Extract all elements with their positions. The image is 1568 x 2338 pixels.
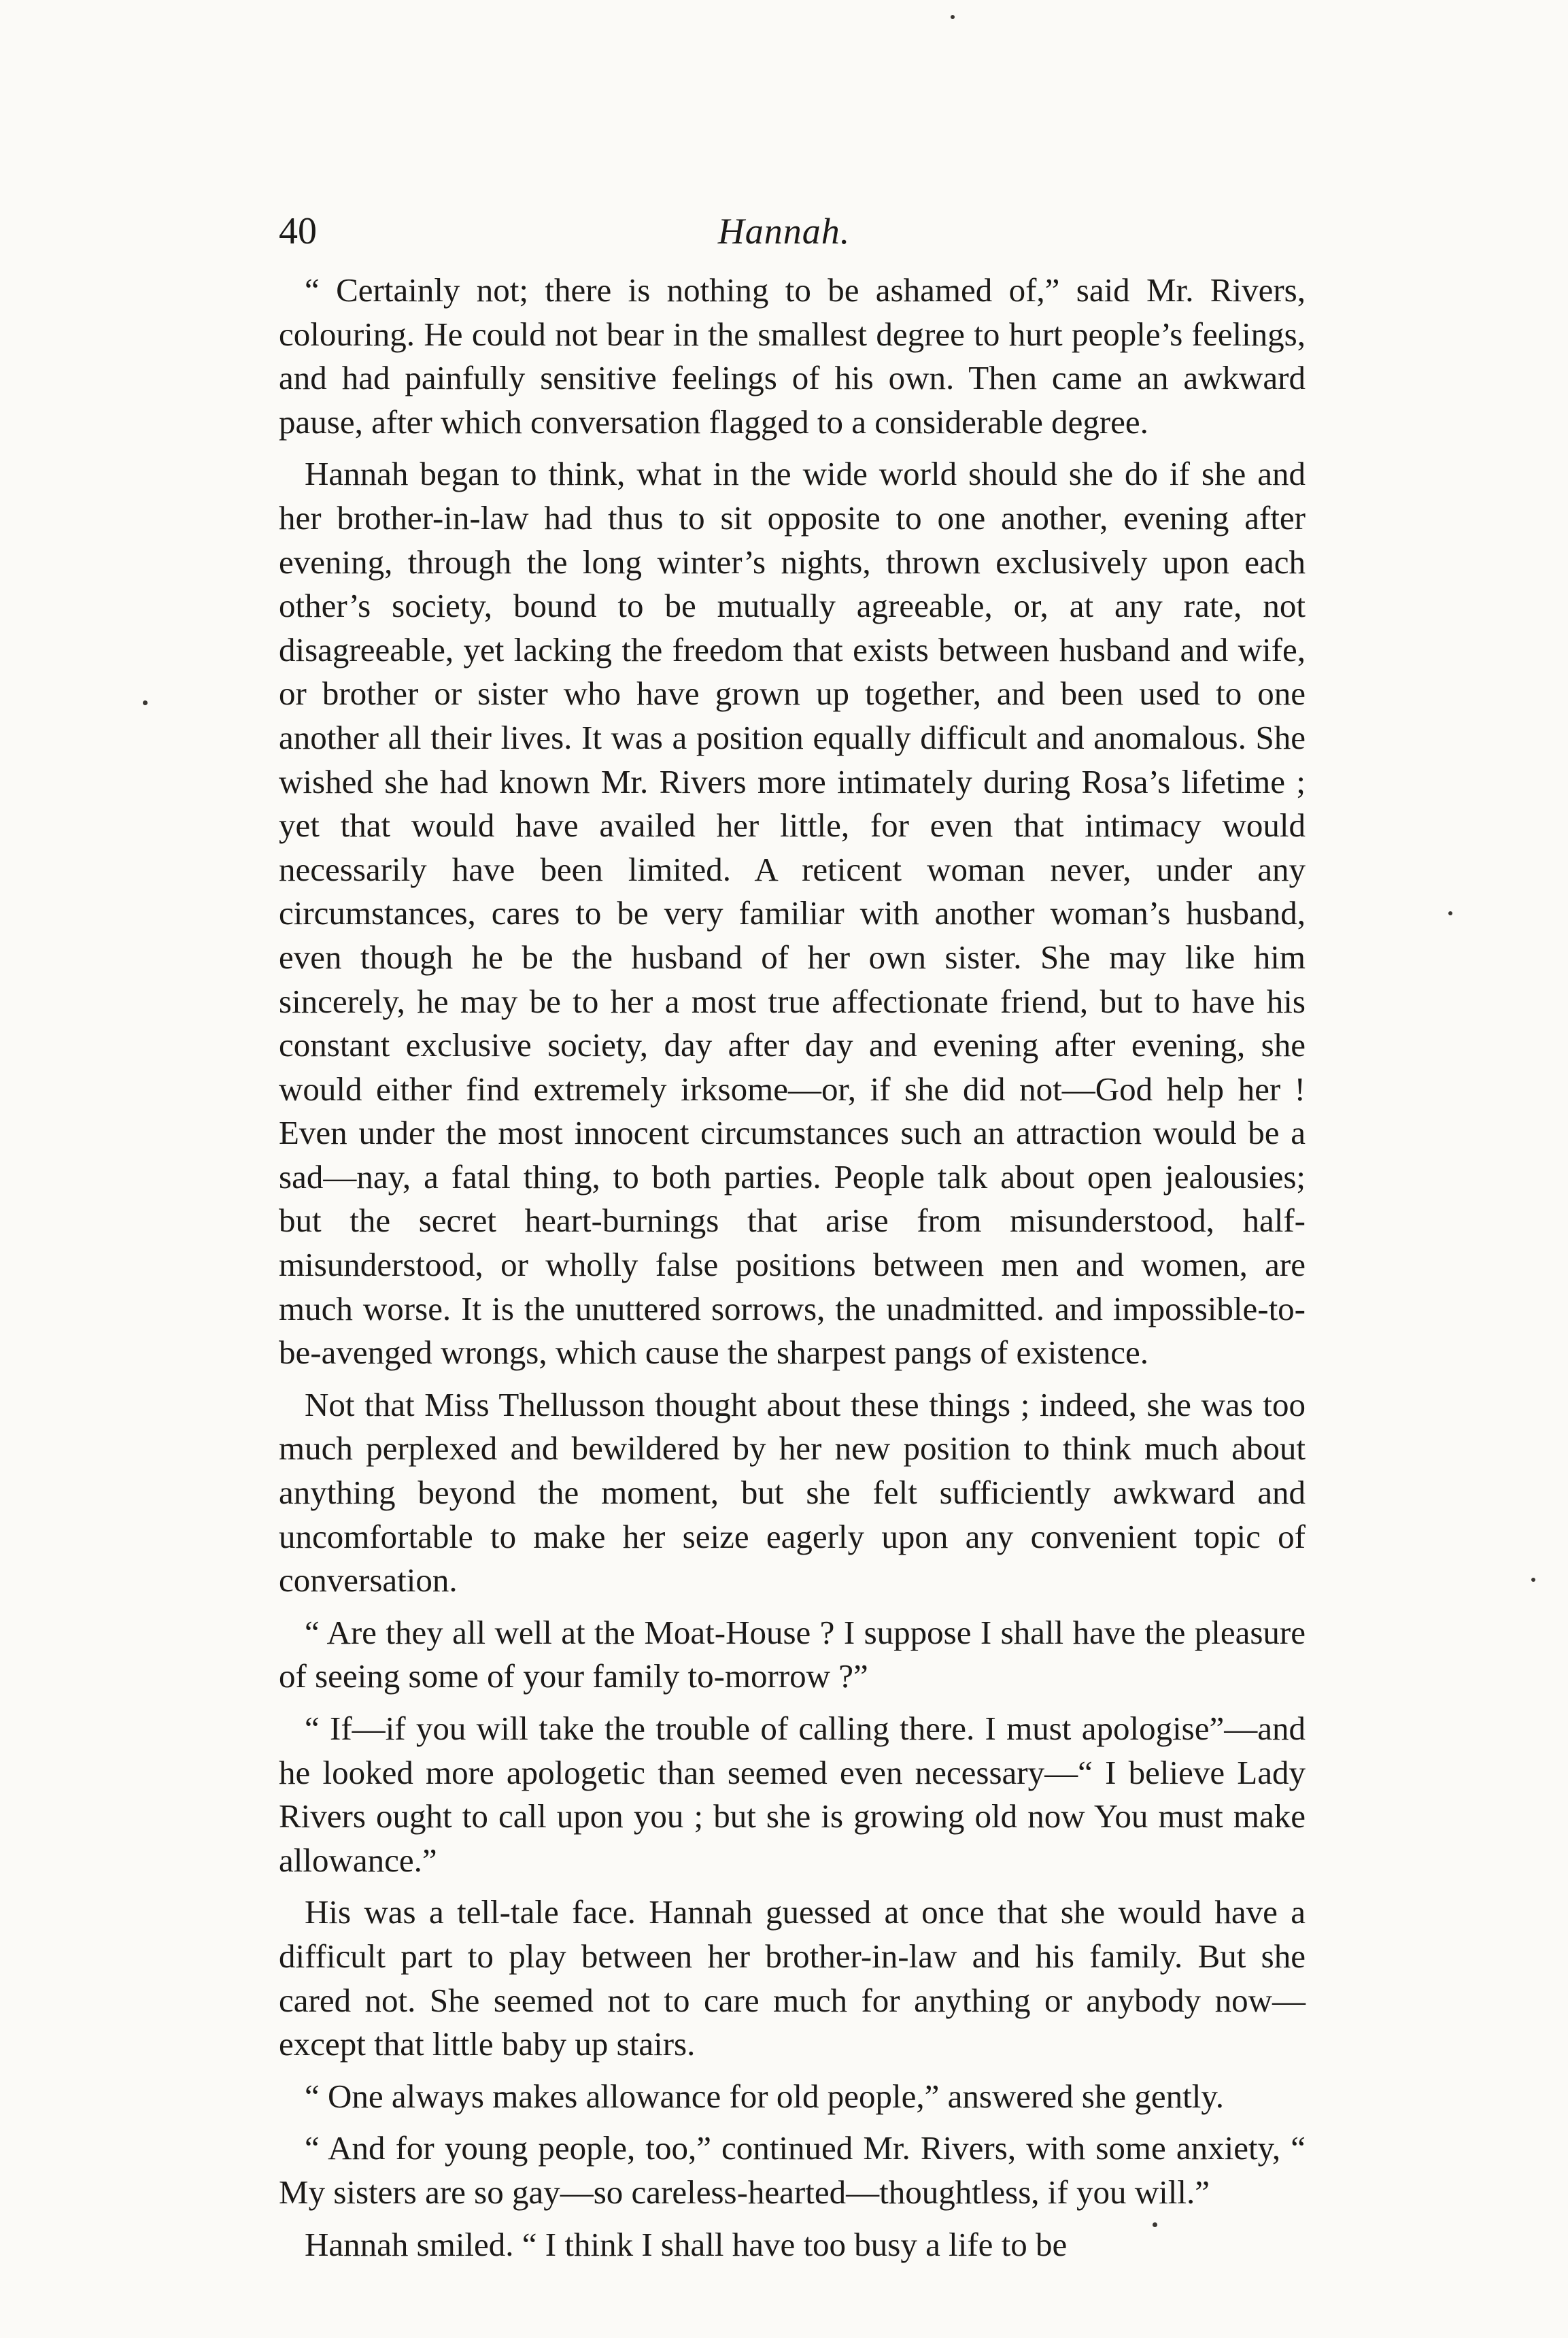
running-title: Hannah.: [717, 211, 851, 252]
paragraph: Hannah smiled. “ I think I shall have too busy a life to be: [305, 2225, 1068, 2263]
scan-speck: [1531, 1578, 1535, 1582]
paragraph: Hannah began to think, what in the wide world should she do if she and her brother-in-law had thus to sit opposite to one another, evening after evening, through the long winter’s nights, thrown exclusively upon each other’s society, bound to be mutually agreeable, or, at any rate, not disagreeable, yet lacking the freedom that exists between husband and wife, or brother or sister who have grown up together, and been used to one another all their lives. It was a position equally difficult and anomalous. She wished she had known Mr. Rivers more intimately during Rosa’s lifetime ; yet that would have availed her little, for even that intimacy would necessarily have been limited. A reticent woman never, under any circumstances, cares to be very familiar with another woman’s husband, even though he be the husband of her own sister. She may like him sincerely, he may be to her a most true affectionate friend, but to have his constant exclusive society, day after day and evening after evening, she would either find extremely irksome—or, if she did not—God help her ! Even under the most innocent circumstances such an attraction would be a sad—nay, a fatal thing, to both parties. People talk about open jealousies; but the secret heart-burnings that arise from misunderstood, half-misunderstood, or wholly false positions between men and women, are much worse. It is the unuttered sorrows, the unadmitted. and impossible-to-be-avenged wrongs, which cause the sharpest pangs of existence.: [279, 455, 1306, 1372]
scan-speck: [143, 700, 148, 705]
page-number: 40: [279, 210, 317, 252]
paragraph: “ Are they all well at the Moat-House ? I suppose I shall have the pleasure of seeing some of your family to-morrow ?”: [279, 1613, 1306, 1695]
scan-speck: [1448, 911, 1452, 915]
body-text: [279, 269, 1306, 2275]
scan-speck: [951, 15, 955, 19]
paragraph: His was a tell-tale face. Hannah guessed at once that she would have a difficult part to play between her brother-in-law and his family. But she cared not. She seemed not to care much for anything or anybody now—except that little baby up stairs.: [279, 1893, 1306, 2063]
paragraph: “ If—if you will take the trouble of calling there. I must apologise”—and he looked more apologetic than seemed even necessary—“ I believe Lady Rivers ought to call upon you ; but she is growing old now You must make allowance.”: [279, 1710, 1306, 1879]
paragraph: “ One always makes allowance for old people,” answered she gently.: [305, 2077, 1224, 2115]
paragraph: “ Certainly not; there is nothing to be ashamed of,” said Mr. Rivers, colouring. He could not bear in the smallest degree to hurt people’s feelings, and had painfully sensitive feelings of his own. Then came an awkward pause, after which conversation flagged to a considerable degree.: [279, 271, 1306, 441]
paragraph: Not that Miss Thellusson thought about these things ; indeed, she was too much perplexed and bewildered by her new position to think much about anything beyond the moment, but she felt sufficiently awkward and uncomfortable to make her seize eagerly upon any convenient topic of conversation.: [279, 1385, 1306, 1599]
page-header: [0, 204, 1568, 258]
paragraph: “ And for young people, too,” continued Mr. Rivers, with some anxiety, “ My sisters are so gay—so careless-hearted—thoughtless, if you will.”: [279, 2129, 1306, 2211]
scan-speck: [1153, 2222, 1157, 2227]
